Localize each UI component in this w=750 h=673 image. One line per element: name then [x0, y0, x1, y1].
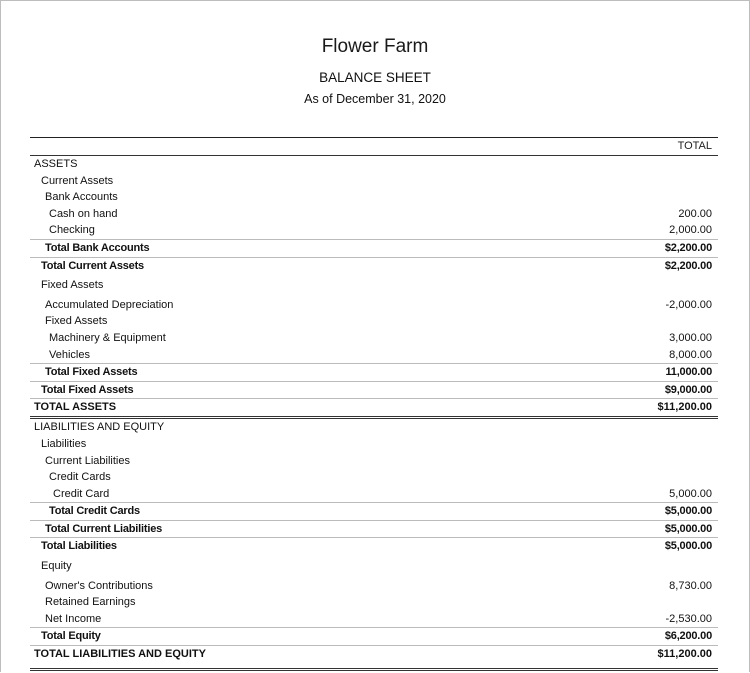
table-row	[30, 156, 718, 173]
table-total-row	[30, 537, 718, 558]
row-amount: 8,000.00	[669, 348, 712, 361]
row-label: Equity	[41, 560, 72, 573]
row-label: Machinery & Equipment	[49, 331, 166, 344]
table-row	[30, 330, 718, 347]
table-total-row	[30, 645, 718, 663]
row-label: Total Fixed Assets	[45, 366, 138, 379]
table-row	[30, 594, 718, 611]
table-total-row	[30, 239, 718, 257]
table-row	[30, 436, 718, 453]
row-amount: 8,730.00	[669, 579, 712, 592]
company-name: Flower Farm	[321, 36, 429, 57]
row-label: Total Bank Accounts	[45, 241, 150, 254]
report-title: BALANCE SHEET	[319, 70, 431, 85]
table-row	[30, 558, 718, 578]
row-label: Total Liabilities	[41, 540, 117, 553]
row-label: Total Equity	[41, 630, 101, 643]
table-total-row	[30, 381, 718, 399]
row-label: Total Current Liabilities	[45, 522, 163, 535]
table-total-row	[30, 520, 718, 538]
row-label: Bank Accounts	[45, 191, 118, 204]
row-label: Total Current Assets	[41, 259, 144, 272]
column-header-total: TOTAL	[30, 138, 718, 156]
row-amount: $11,200.00	[657, 648, 712, 661]
table-row	[30, 173, 718, 190]
row-amount: $5,000.00	[664, 505, 712, 518]
row-label: Credit Cards	[49, 471, 111, 484]
row-label: Retained Earnings	[45, 596, 136, 609]
row-label: Total Credit Cards	[49, 505, 140, 518]
row-amount: $6,200.00	[664, 630, 712, 643]
row-amount: 2,000.00	[669, 224, 712, 237]
row-amount: $2,200.00	[664, 241, 712, 254]
row-amount: $5,000.00	[664, 522, 712, 535]
row-amount: $9,000.00	[664, 383, 712, 396]
row-amount: $2,200.00	[664, 259, 712, 272]
row-amount: -2,000.00	[665, 298, 712, 311]
row-label: Liabilities	[41, 437, 87, 450]
row-label: LIABILITIES AND EQUITY	[34, 421, 165, 434]
table-row	[30, 189, 718, 206]
table-total-row	[30, 627, 718, 645]
row-label: Owner's Contributions	[45, 579, 153, 592]
table-row	[30, 347, 718, 364]
table-row	[30, 277, 718, 297]
table-row	[30, 313, 718, 330]
table-total-row	[30, 398, 718, 419]
report-date: As of December 31, 2020	[304, 92, 446, 106]
row-label: Credit Card	[53, 487, 110, 500]
row-label: Current Assets	[41, 174, 114, 187]
row-amount: -2,530.00	[665, 612, 712, 625]
row-amount: 200.00	[678, 207, 712, 220]
table-row	[30, 469, 718, 486]
row-amount: 11,000.00	[665, 366, 712, 379]
table-row	[30, 486, 718, 503]
table-total-row	[30, 502, 718, 520]
row-label: Cash on hand	[49, 207, 118, 220]
balance-sheet-table	[30, 137, 718, 663]
row-label: Vehicles	[49, 348, 90, 361]
row-label: Fixed Assets	[41, 279, 104, 292]
row-amount: 5,000.00	[669, 487, 712, 500]
row-amount: 3,000.00	[669, 331, 712, 344]
row-amount: $5,000.00	[664, 540, 712, 553]
table-row	[30, 297, 718, 314]
row-label: ASSETS	[34, 158, 78, 170]
table-row	[30, 222, 718, 239]
row-amount: $11,200.00	[657, 401, 712, 414]
row-label: Fixed Assets	[45, 315, 108, 328]
row-label: Checking	[49, 224, 95, 237]
table-row	[30, 206, 718, 223]
table-row	[30, 578, 718, 595]
table-row	[30, 611, 718, 628]
row-label: Total Fixed Assets	[41, 383, 134, 396]
table-body	[30, 156, 718, 663]
table-bottom-rule	[30, 668, 718, 671]
row-label: TOTAL ASSETS	[34, 401, 117, 414]
row-label: Accumulated Depreciation	[45, 298, 174, 311]
table-row	[30, 419, 718, 436]
table-row	[30, 453, 718, 470]
row-label: TOTAL LIABILITIES AND EQUITY	[34, 648, 206, 661]
row-label: Net Income	[45, 612, 102, 625]
table-total-row	[30, 257, 718, 278]
table-total-row	[30, 363, 718, 381]
row-label: Current Liabilities	[45, 454, 130, 467]
